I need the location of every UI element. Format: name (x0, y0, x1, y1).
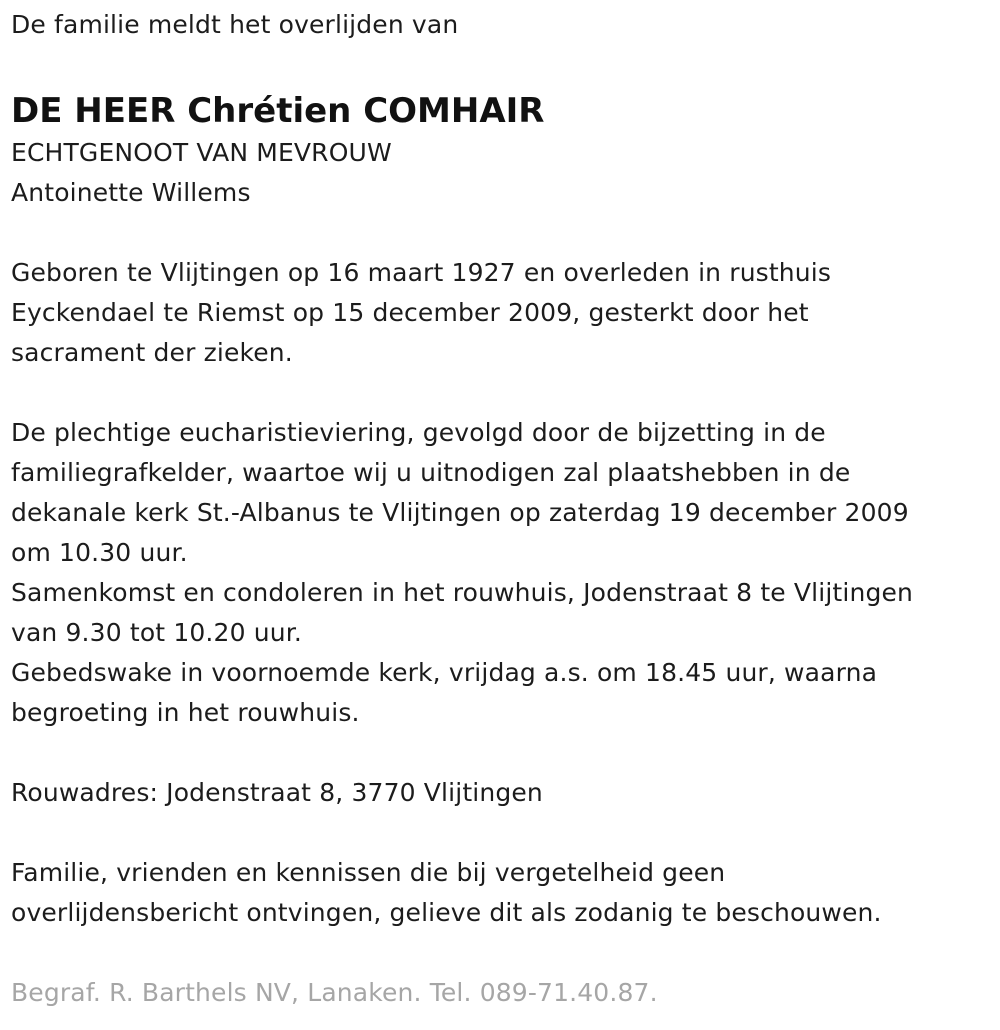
spouse-label: ECHTGENOOT VAN MEVROUW (11, 138, 392, 167)
birth-death-line: Eyckendael te Riemst op 15 december 2009, gesterkt door het (11, 298, 809, 327)
birth-death-line: Geboren te Vlijtingen op 16 maart 1927 en overleden in rusthuis (11, 258, 832, 287)
notice-paragraph (11, 853, 991, 933)
condolence-line: Samenkomst en condoleren in het rouwhuis, Jodenstraat 8 te Vlijtingen (11, 578, 914, 607)
death-notice (11, 0, 991, 1013)
birth-death-line: sacrament der zieken. (11, 338, 293, 367)
notice-line: Familie, vrienden en kennissen die bij vergetelheid geen (11, 858, 726, 887)
ceremony-line: De plechtige eucharistieviering, gevolgd door de bijzetting in de (11, 418, 826, 447)
funeral-home-footer: Begraf. R. Barthels NV, Lanaken. Tel. 089-71.40.87. (11, 978, 658, 1007)
ceremony-paragraph (11, 413, 991, 733)
condolence-line: van 9.30 tot 10.20 uur. (11, 618, 302, 647)
ceremony-line: familiegrafkelder, waartoe wij u uitnodigen zal plaatshebben in de (11, 458, 851, 487)
mourning-address: Rouwadres: Jodenstraat 8, 3770 Vlijtingen (11, 778, 543, 807)
birth-death-paragraph (11, 253, 991, 373)
mourning-address-paragraph (11, 773, 991, 813)
intro-text: De familie meldt het overlijden van (11, 10, 459, 39)
notice-line: overlijdensbericht ontvingen, gelieve dit als zodanig te beschouwen. (11, 898, 882, 927)
footer-paragraph (11, 973, 991, 1013)
spouse-name: Antoinette Willems (11, 178, 251, 207)
vigil-line: begroeting in het rouwhuis. (11, 698, 360, 727)
ceremony-line: om 10.30 uur. (11, 538, 188, 567)
ceremony-line: dekanale kerk St.-Albanus te Vlijtingen op zaterdag 19 december 2009 (11, 498, 909, 527)
vigil-line: Gebedswake in voornoemde kerk, vrijdag a.s. om 18.45 uur, waarna (11, 658, 878, 687)
deceased-name: DE HEER Chrétien COMHAIR (11, 91, 545, 131)
